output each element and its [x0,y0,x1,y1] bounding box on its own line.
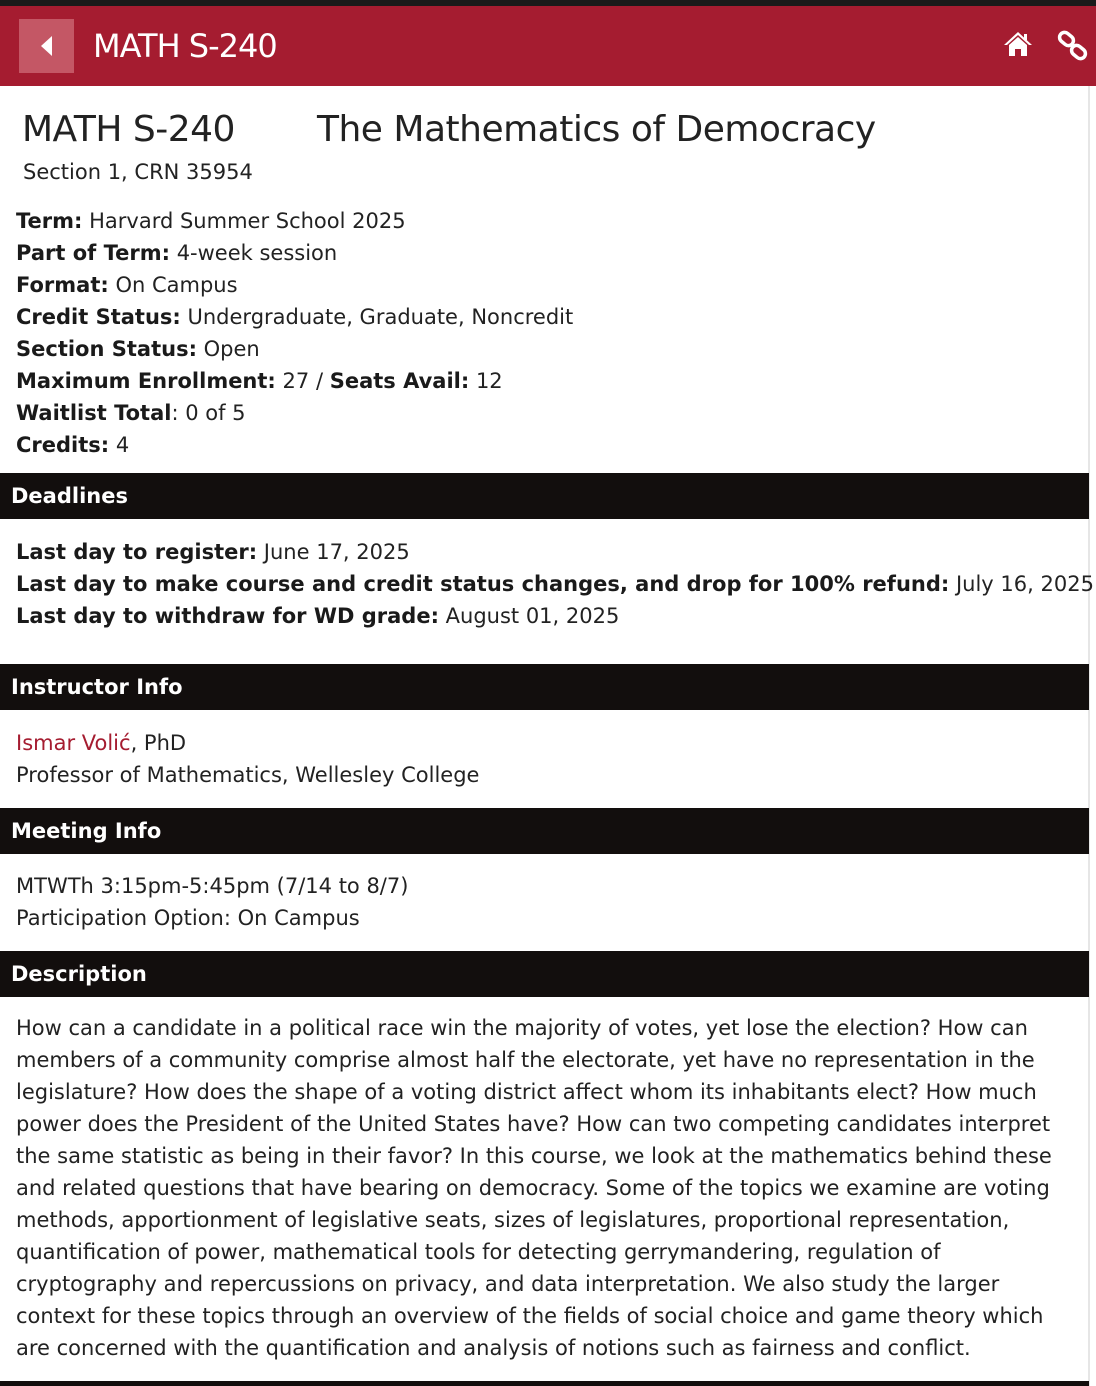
instructor-degree: , PhD [130,731,187,755]
instructor-header: Instructor Info [0,664,1089,710]
waitlist-value: : 0 of 5 [171,401,246,425]
waitlist-row [16,397,1076,429]
withdraw-label: Last day to withdraw for WD grade: [16,604,439,628]
meeting-schedule: MTWTh 3:15pm-5:45pm (7/14 to 8/7) [16,874,409,898]
format-row [16,269,1076,301]
bottom-border [0,1381,1089,1386]
course-title: The Mathematics of Democracy [317,109,876,150]
course-code: MATH S-240 [22,109,235,150]
part-label: Part of Term: [16,241,170,265]
app-bar [0,6,1096,86]
term-row [16,205,1076,237]
register-date: June 17, 2025 [263,540,410,564]
section-status-label: Section Status: [16,337,197,361]
register-label: Last day to register: [16,540,258,564]
credits-row [16,429,1076,461]
seats-avail-label: Seats Avail: [329,369,470,393]
enrollment-separator: / [315,369,324,393]
section-crn: Section 1, CRN 35954 [23,160,253,184]
description-header: Description [0,951,1089,997]
part-value: 4-week session [176,241,338,265]
participation-option: Participation Option: On Campus [16,906,360,930]
credit-status-value: Undergraduate, Graduate, Noncredit [187,305,574,329]
term-value: Harvard Summer School 2025 [89,209,406,233]
format-label: Format: [16,273,109,297]
waitlist-label: Waitlist Total [16,401,172,425]
instructor-name-row [16,727,1076,759]
part-of-term-row [16,237,1076,269]
home-icon[interactable] [1003,30,1033,62]
enrollment-row [16,365,1076,397]
section-status-row [16,333,1076,365]
deadlines-section [16,536,1094,632]
description-text: How can a candidate in a political race win the majority of votes, yet lose the election? How can members of a community comprise almost half the electorate, yet have no representation in the legislature? How does the shape of a voting district affect whom its inhabitants elect? How much power does the President of the United States have? How can two competing candidates interpret the same statistic as being in their favor? In this course, we look at the mathematics behind these and related questions that have bearing on democracy. Some of the topics we examine are voting methods, apportionment of legislative seats, sizes of legislatures, proportional representation, quantification of power, mathematical tools for detecting gerrymandering, regulation of cryptography and repercussions on privacy, and data interpretation. We also study the larger context for these topics through an overview of the fields of social choice and game theory which are concerned with the quantification and analysis of notions such as fairness and conflict. [16,1016,1052,1360]
instructor-section [16,727,1076,791]
back-button[interactable] [19,19,74,73]
meeting-header: Meeting Info [0,808,1089,854]
credit-status-label: Credit Status: [16,305,181,329]
term-label: Term: [16,209,83,233]
credit-status-row [16,301,1076,333]
credits-label: Credits: [16,433,110,457]
withdraw-date: August 01, 2025 [445,604,620,628]
instructor-position: Professor of Mathematics, Wellesley College [16,763,480,787]
register-deadline-row [16,536,1076,568]
max-enrollment-value: 27 [282,369,310,393]
page-edge [1088,86,1090,1386]
max-enrollment-label: Maximum Enrollment: [16,369,276,393]
changes-deadline-row [16,568,1094,600]
withdraw-deadline-row [16,600,1076,632]
link-icon[interactable] [1057,30,1089,66]
course-details [16,205,1076,461]
seats-avail-value: 12 [475,369,503,393]
credits-value: 4 [115,433,130,457]
chevron-left-icon [37,34,57,58]
changes-label: Last day to make course and credit status changes, and drop for 100% refund: [16,572,950,596]
format-value: On Campus [115,273,238,297]
changes-date: July 16, 2025 [955,572,1094,596]
instructor-link[interactable]: Ismar Volić [16,731,131,755]
app-title: MATH S-240 [93,27,277,65]
deadlines-header: Deadlines [0,473,1089,519]
section-status-value: Open [203,337,260,361]
meeting-section [16,870,1076,934]
